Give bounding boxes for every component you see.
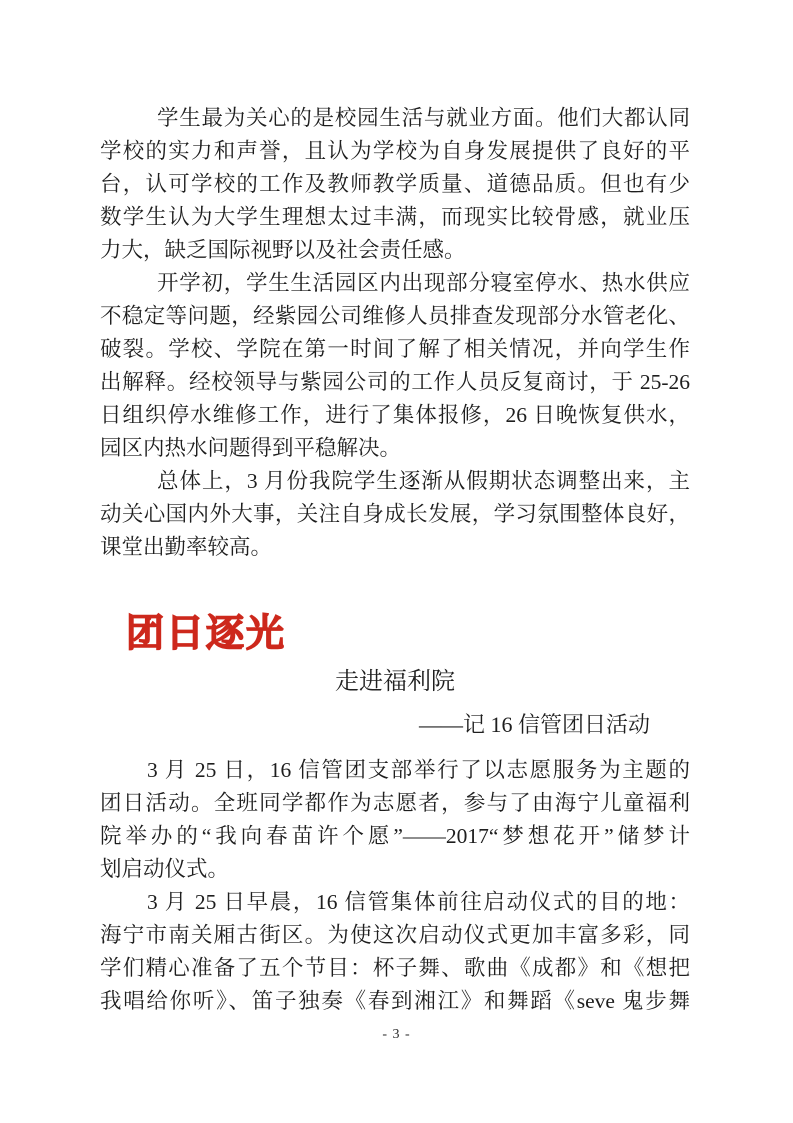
text-line: 数学生认为大学生理想太过丰满，而现实比较骨感，就业压	[100, 205, 690, 229]
text-line: 动关心国内外大事，关注自身成长发展，学习氛围整体良好，	[100, 502, 690, 526]
text-line: 课堂出勤率较高。	[100, 535, 273, 559]
text-line: 台，认可学校的工作及教师教学质量、道德品质。但也有少	[100, 172, 690, 196]
section-heading: 团日逐光	[126, 611, 287, 655]
text-line: 日组织停水维修工作，进行了集体报修，26 日晚恢复供水，	[100, 403, 690, 427]
paragraph-campus-life	[100, 102, 690, 267]
text-line: 海宁市南关厢古街区。为使这次启动仪式更加丰富多彩，同	[100, 923, 690, 947]
text-line: 3 月 25 日，16 信管团支部举行了以志愿服务为主题的	[147, 758, 690, 782]
text-line: 学校的实力和声誉，且认为学校为自身发展提供了良好的平	[100, 139, 690, 163]
text-line: 院举办的“我向春苗许个愿”——2017“梦想花开”储梦计	[100, 824, 690, 848]
paragraph-water-supply	[100, 267, 690, 465]
paragraph-league-day-intro	[100, 754, 690, 886]
text-line: 学们精心准备了五个节目：杯子舞、歌曲《成都》和《想把	[100, 956, 690, 980]
text-line: 出解释。经校领导与紫园公司的工作人员反复商讨，于 25-26	[100, 370, 690, 394]
text-line: 园区内热水问题得到平稳解决。	[100, 436, 402, 460]
text-line: 学生最为关心的是校园生活与就业方面。他们大都认同	[157, 106, 690, 130]
text-line: 团日活动。全班同学都作为志愿者，参与了由海宁儿童福利	[100, 791, 690, 815]
text-line: 不稳定等问题，经紫园公司维修人员排查发现部分水管老化、	[100, 304, 690, 328]
paragraph-ceremony-details	[100, 886, 690, 1018]
text-line: 我唱给你听》、笛子独奏《春到湘江》和舞蹈《seve 鬼步舞	[100, 989, 690, 1013]
article-title: 走进福利院	[335, 669, 455, 695]
article-subtitle: ——记 16 信管团日活动	[418, 712, 650, 737]
text-line: 3 月 25 日早晨，16 信管集体前往启动仪式的目的地：	[147, 890, 690, 914]
page-content	[100, 102, 690, 1018]
text-line: 力大，缺乏国际视野以及社会责任感。	[100, 238, 466, 262]
paragraph-overall-summary	[100, 465, 690, 564]
text-line: 划启动仪式。	[100, 857, 230, 881]
text-line: 破裂。学校、学院在第一时间了解了相关情况，并向学生作	[100, 337, 690, 361]
page-number: - 3 -	[382, 1027, 411, 1042]
text-line: 总体上，3 月份我院学生逐渐从假期状态调整出来，主	[157, 469, 690, 493]
text-line: 开学初，学生生活园区内出现部分寝室停水、热水供应	[157, 271, 690, 295]
